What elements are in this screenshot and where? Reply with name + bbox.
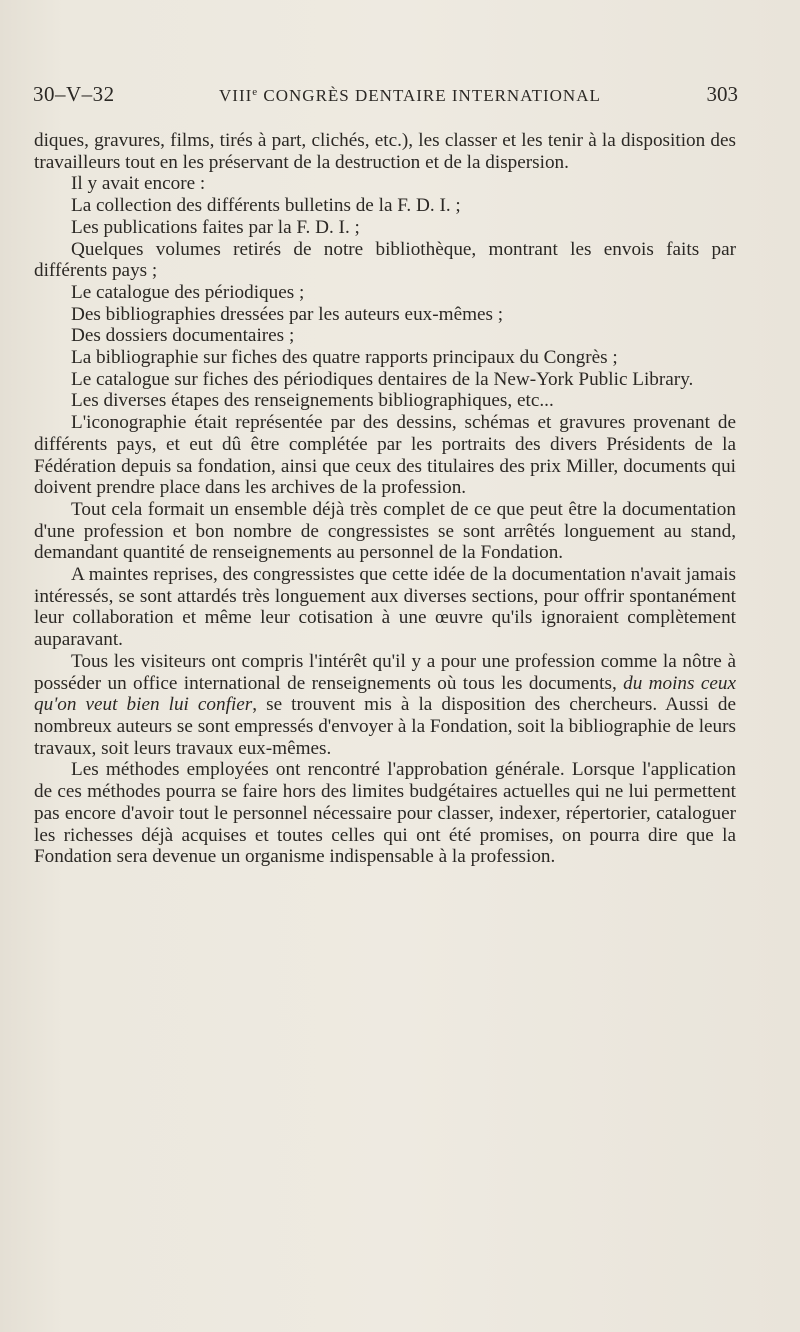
list-item: Le catalogue des périodiques ;	[71, 281, 305, 303]
list-item: La bibliographie sur fiches des quatre rapports principaux du Congrès ;	[71, 347, 618, 369]
paragraph: Il y avait encore :	[71, 173, 206, 195]
header-title: VIIIe CONGRÈS DENTAIRE INTERNATIONAL	[219, 86, 601, 105]
paragraph: diques, gravures, films, tirés à part, clichés, etc.), les classer et les tenir à la disposition des travailleurs tout en les préservant de la destruction et de la dispersion.	[34, 130, 736, 173]
paragraph: A maintes reprises, des congressistes que cette idée de la documentation n'avait jamais intéressés, se sont attardés très longuement aux diverses sections, pour offrir spontanément leur collaboration et même leur cotisation à une œuvre qu'ils ignoraient complètement auparavant.	[34, 564, 736, 651]
running-header	[33, 82, 738, 112]
body-text	[34, 130, 736, 868]
paragraph: Tous les visiteurs ont compris l'intérêt qu'il y a pour une profession comme la nôtre à posséder un office international de renseignements où tous les documents, du moins ceux qu'on veut bien lui confier, se trouvent mis à la disposition des chercheurs. Aussi de nombreux auteurs se sont empressés d'envoyer à la Fondation, soit la bibliographie de leurs travaux, soit leurs travaux eux-mêmes.	[34, 650, 736, 759]
paragraph: L'iconographie était représentée par des dessins, schémas et gravures provenant de différents pays, et eut dû être complétée par les portraits des divers Présidents de la Fédération depuis sa fondation, ainsi que ceux des titulaires des prix Miller, documents qui doivent prendre place dans les archives de la profession.	[34, 412, 736, 499]
list-item: Les publications faites par la F. D. I. ;	[71, 216, 360, 238]
paragraph: Les méthodes employées ont rencontré l'approbation générale. Lorsque l'application de ces méthodes pourra se faire hors des limites budgétaires actuelles qui ne lui permettent pas encore d'avoir tout le personnel nécessaire pour classer, indexer, répertorier, cataloguer les richesses déjà acquises et toutes celles qui ont été promises, on pourra dire que la Fondation sera devenue un organisme indispensable à la profession.	[34, 759, 736, 868]
list-item: La collection des différents bulletins de la F. D. I. ;	[71, 195, 461, 217]
list-item: Quelques volumes retirés de notre bibliothèque, montrant les envois faits par différents pays ;	[34, 238, 736, 282]
list-item: Le catalogue sur fiches des périodiques dentaires de la New-York Public Library.	[71, 368, 694, 390]
list-item: Des bibliographies dressées par les auteurs eux-mêmes ;	[71, 303, 504, 325]
paragraph: Tout cela formait un ensemble déjà très complet de ce que peut être la documentation d'une profession et bon nombre de congressistes se sont arrêtés longuement au stand, demandant quantité de renseignements au personnel de la Fondation.	[34, 498, 736, 564]
italic-phrase: du moins ceux qu'on veut bien lui confier	[34, 672, 736, 716]
page-number: 303	[706, 82, 738, 106]
header-date: 30–V–32	[33, 82, 115, 106]
list-item: Les diverses étapes des renseignements bibliographiques, etc...	[71, 390, 554, 412]
list-item: Des dossiers documentaires ;	[71, 325, 295, 347]
